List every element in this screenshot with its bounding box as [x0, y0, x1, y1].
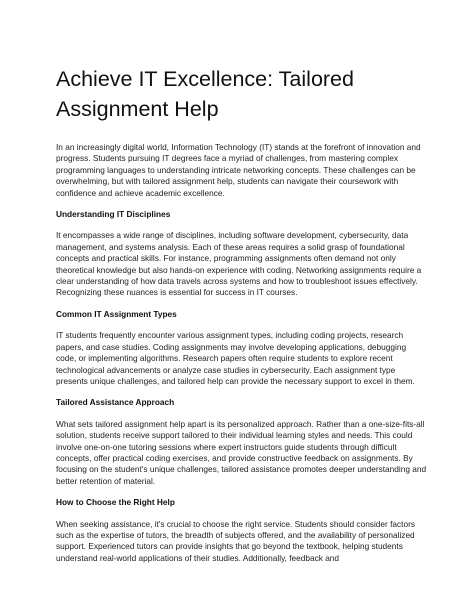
- section-body: IT students frequently encounter various assignment types, including coding projects, research papers, and case studies. Coding assignments may involve developing applications, debugging code, or implementing algorithms. Research papers often require students to explore recent technological advancements or analyze case studies in cybersecurity. Each assignment type presents unique challenges, and tailored help can provide the necessary support to excel in them.: [56, 330, 415, 386]
- section-body: When seeking assistance, it's crucial to choose the right service. Students should consider factors such as the expertise of tutors, the breadth of subjects offered, and the availability of personalized support. Experienced tutors can provide insights that go beyond the textbook, helping students understand real-world applications of their studies. Additionally, feedback and: [56, 518, 415, 563]
- document-page: [56, 64, 428, 574]
- section-how-to-choose-the-right-help: [56, 497, 428, 564]
- section-body: What sets tailored assignment help apart is its personalized approach. Rather than a one-size-fits-all solution, students receive support tailored to their individual learning styles and needs. This could involve one-on-one tutoring sessions where expert instructors guide students through difficult concepts, offer practical coding exercises, and provide constructive feedback on assignments. By focusing on the student's unique challenges, tailored assistance promotes deeper understanding and better retention of material.: [56, 418, 427, 486]
- section-tailored-assistance-approach: [56, 397, 428, 487]
- section-understanding-it-disciplines: [56, 209, 428, 299]
- section-heading: How to Choose the Right Help: [56, 497, 175, 508]
- section-body: It encompasses a wide range of disciplines, including software development, cybersecurity, data management, and systems analysis. Each of these areas requires a solid grasp of foundational concepts and practical skills. For instance, programming assignments often demand not only theoretical knowledge but also hands-on experience with coding. Networking assignments require a clear understanding of how data travels across systems and how to troubleshoot issues effectively. Recognizing these nuances is essential for success in IT courses.: [56, 230, 422, 298]
- section-heading: Understanding IT Disciplines: [56, 209, 171, 220]
- section-heading: Common IT Assignment Types: [56, 308, 177, 319]
- intro-paragraph: In an increasingly digital world, Information Technology (IT) stands at the forefront of innovation and progress. Students pursuing IT degrees face a myriad of challenges, from mastering complex programming languages to understanding intricate networking concepts. These challenges can be overwhelming, but with tailored assignment help, students can navigate their coursework with confidence and achieve academic excellence.: [56, 142, 421, 198]
- section-common-it-assignment-types: [56, 309, 428, 387]
- section-heading: Tailored Assistance Approach: [56, 397, 175, 408]
- document-title: Achieve IT Excellence: Tailored Assignment Help: [56, 67, 354, 121]
